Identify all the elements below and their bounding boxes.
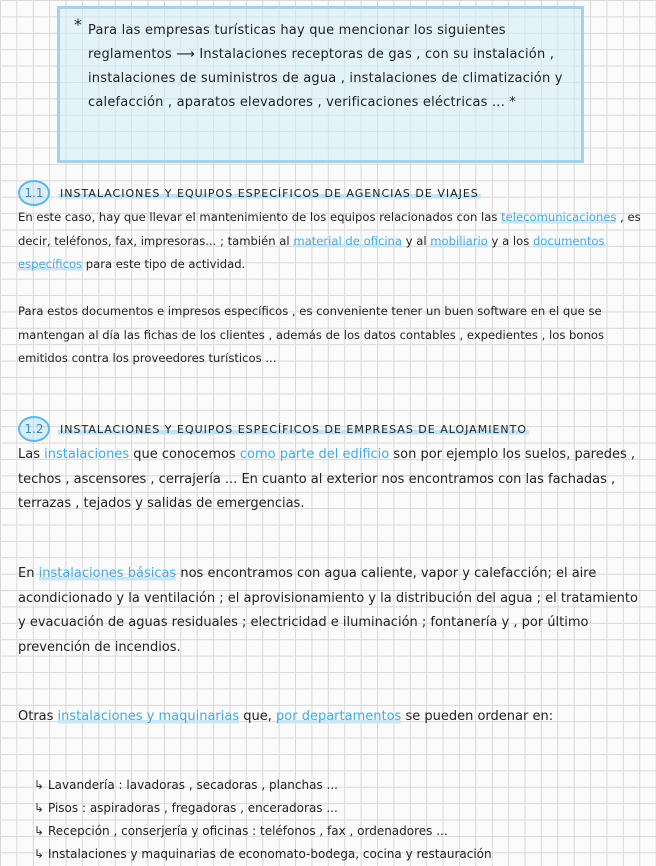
highlight-term: mobiliario bbox=[430, 233, 488, 248]
text-run: En bbox=[18, 566, 39, 581]
highlight-term: instalaciones bbox=[44, 447, 130, 462]
text-run: y a los bbox=[487, 233, 533, 248]
asterisk-mark: * bbox=[74, 15, 82, 34]
section2-paragraph-1 bbox=[18, 443, 648, 517]
highlight-term: telecomunicaciones bbox=[501, 210, 617, 224]
arrow-icon: ↳ bbox=[34, 847, 45, 861]
section-title: INSTALACIONES Y EQUIPOS ESPECÍFICOS DE EMPRESAS DE ALOJAMIENTO bbox=[60, 422, 527, 436]
list-item-text: Instalaciones y maquinarias de economato-bodega, cocina y restauración bbox=[48, 847, 492, 861]
list-item-text: Pisos : aspiradoras , fregadoras , enceradoras ... bbox=[48, 801, 338, 815]
section2-paragraph-3 bbox=[18, 705, 648, 730]
text-run: Las bbox=[18, 447, 45, 462]
department-list bbox=[34, 774, 654, 866]
text-run: que conocemos bbox=[129, 447, 240, 462]
text-run: nos encontramos con agua caliente, vapor y calefacción; el aire acondicionado y la ventilación ; el aprovisionamiento y la distribución del agua ; el tratamiento y evacuación de aguas residuales ; electricidad e iluminación ; fontanería y , por último prevención de incendios. bbox=[18, 566, 638, 655]
section-number-badge: 1.2 bbox=[18, 416, 50, 442]
arrow-icon: ↳ bbox=[34, 801, 45, 815]
text-run: En este caso, hay que llevar el mantenimiento de los equipos relacionados con las bbox=[18, 210, 502, 224]
text-run: , es decir, teléfonos, fax, impresoras... ; también al bbox=[18, 210, 641, 248]
section1-paragraph-1 bbox=[18, 206, 648, 277]
list-item bbox=[34, 843, 654, 866]
text-run: que, bbox=[239, 709, 277, 724]
section1-paragraph-2: Para estos documentos e impresos específicos , es conveniente tener un buen software en el que se mantengan al día las fichas de los clientes , además de los datos contables , expedientes , los bonos emitidos contra los proveedores turísticos ... bbox=[18, 304, 604, 365]
list-item-text: Lavandería : lavadoras , secadoras , planchas ... bbox=[48, 778, 338, 792]
text-run: y al bbox=[402, 233, 431, 248]
section-title: INSTALACIONES Y EQUIPOS ESPECÍFICOS DE AGENCIAS DE VIAJES bbox=[60, 186, 479, 200]
highlight-term: instalaciones básicas bbox=[38, 566, 177, 581]
section2-paragraph-2 bbox=[18, 562, 648, 660]
highlight-term: por departamentos bbox=[276, 709, 402, 724]
list-item bbox=[34, 774, 654, 797]
section-heading-1-2 bbox=[18, 416, 529, 442]
highlight-term: como parte del edificio bbox=[239, 447, 390, 462]
note-box-text: Para las empresas turísticas hay que mencionar los siguientes reglamentos ⟶ Instalaciones receptoras de gas , con su instalación , instalaciones de suministros de agua , instalaciones de climatización y calefacción , aparatos elevadores , verificaciones eléctricas ... * bbox=[88, 23, 563, 110]
text-run: para este tipo de actividad. bbox=[82, 257, 246, 271]
text-run: son por ejemplo los suelos, paredes , techos , ascensores , cerrajería ... En cuanto al exterior nos encontramos con las fachadas , terrazas , tejados y salidas de emergencias. bbox=[18, 447, 636, 511]
list-item-text: Recepción , conserjería y oficinas : teléfonos , fax , ordenadores ... bbox=[48, 824, 448, 838]
section-heading-1-1 bbox=[18, 180, 481, 206]
text-run: se pueden ordenar en: bbox=[401, 709, 554, 724]
note-box bbox=[57, 6, 584, 163]
list-item bbox=[34, 820, 654, 843]
section-number-badge: 1.1 bbox=[18, 180, 50, 206]
arrow-icon: ↳ bbox=[34, 824, 45, 838]
highlight-term: documentos específicos bbox=[18, 233, 605, 271]
highlight-term: material de oficina bbox=[293, 233, 403, 248]
text-run: Otras bbox=[18, 709, 58, 724]
arrow-icon: ↳ bbox=[34, 778, 45, 792]
highlight-term: instalaciones y maquinarias bbox=[57, 709, 240, 724]
list-item bbox=[34, 797, 654, 820]
